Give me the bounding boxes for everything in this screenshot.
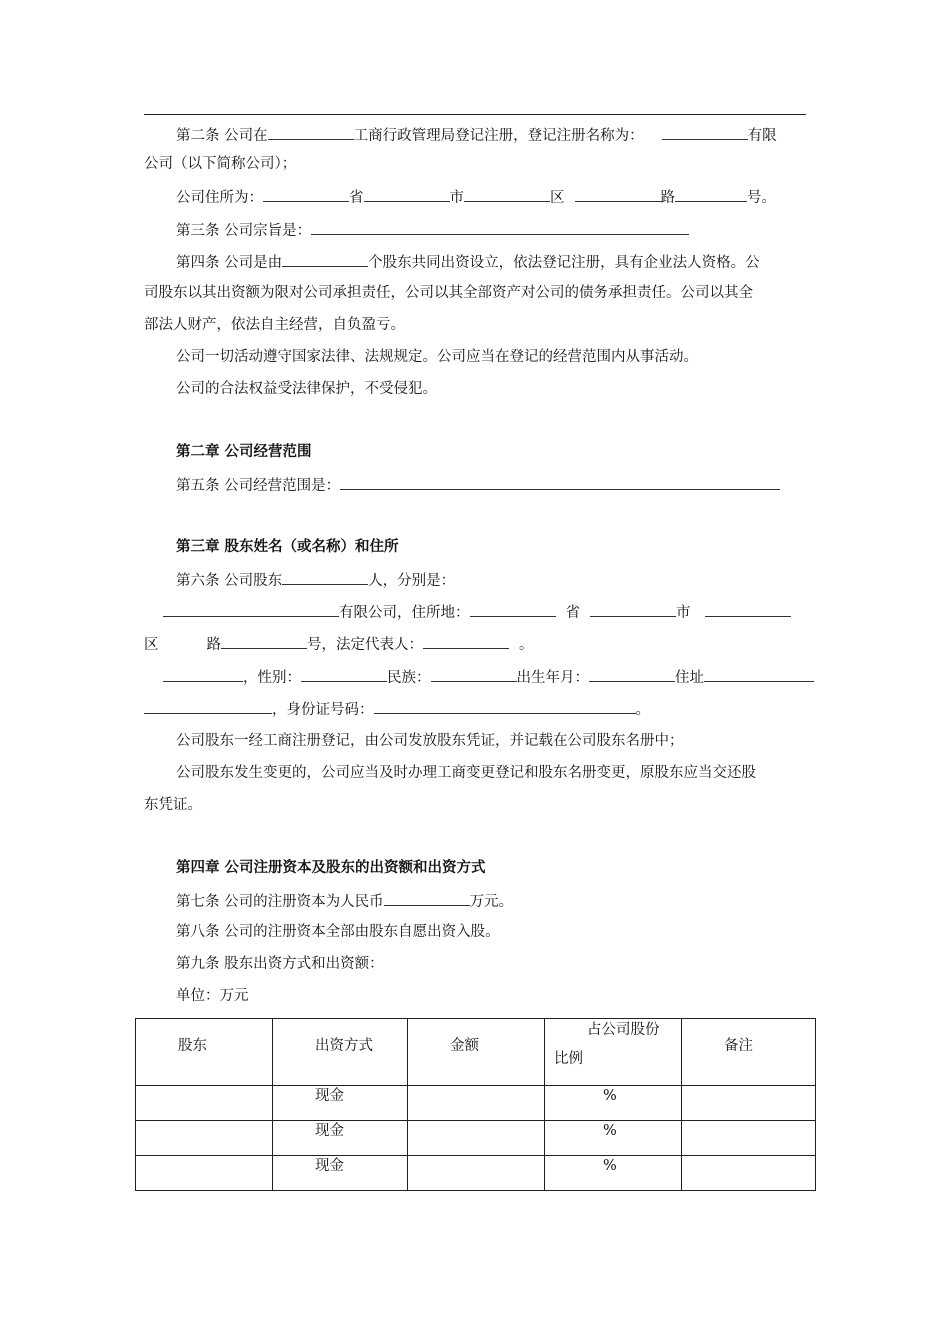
header-cell bbox=[682, 1019, 816, 1086]
table-cell[interactable] bbox=[682, 1121, 816, 1156]
shareholder-person-line bbox=[163, 666, 814, 688]
art4-line2: 司股东以其出资额为限对公司承担责任，公司以其全部资产对公司的债务承担责任。公司以其全 bbox=[144, 285, 753, 301]
shareholder-company-line bbox=[163, 601, 791, 623]
percent-value: % bbox=[603, 1088, 617, 1104]
table-cell bbox=[545, 1086, 682, 1121]
blank-field[interactable] bbox=[144, 698, 272, 714]
address-label: 公司住所为： bbox=[176, 190, 263, 206]
header-remarks: 备注 bbox=[724, 1038, 753, 1054]
blank-field[interactable] bbox=[311, 219, 689, 235]
art6-line bbox=[176, 569, 455, 591]
header-share-pct-line1: 占公司股份 bbox=[587, 1022, 660, 1038]
blank-field[interactable] bbox=[464, 186, 550, 202]
table-cell bbox=[273, 1156, 408, 1191]
table-cell[interactable] bbox=[136, 1156, 273, 1191]
art6-text-b: 人，分别是： bbox=[368, 573, 456, 589]
art2-line1 bbox=[176, 124, 777, 146]
chapter-4-heading: 第四章 公司注册资本及股东的出资额和出资方式 bbox=[176, 860, 486, 876]
certificate-paragraph-1: 公司股东一经工商注册登记，由公司发放股东凭证，并记载在公司股东名册中； bbox=[176, 733, 684, 749]
art3-line bbox=[176, 219, 689, 241]
table-cell[interactable] bbox=[408, 1086, 545, 1121]
address-line bbox=[176, 186, 776, 208]
table-header-row bbox=[136, 1019, 816, 1086]
blank-field[interactable] bbox=[575, 186, 661, 202]
blank-field[interactable] bbox=[705, 601, 791, 617]
contribution-table bbox=[135, 1018, 816, 1191]
district-label: 区 bbox=[550, 190, 565, 206]
table-cell[interactable] bbox=[408, 1156, 545, 1191]
art2-text-a: 第二条 公司在 bbox=[176, 128, 268, 144]
blank-field[interactable] bbox=[163, 666, 243, 682]
header-cell bbox=[273, 1019, 408, 1086]
art9-line: 第九条 股东出资方式和出资额： bbox=[176, 956, 384, 972]
art5-line bbox=[176, 474, 780, 496]
art5-text: 第五条 公司经营范围是： bbox=[176, 478, 341, 494]
table-cell bbox=[545, 1156, 682, 1191]
province-label: 省 bbox=[349, 190, 364, 206]
address-label: 住址 bbox=[675, 670, 704, 686]
road-label: 路 bbox=[206, 637, 221, 653]
chapter-3-heading: 第三章 股东姓名（或名称）和住所 bbox=[176, 539, 399, 555]
period: 。 bbox=[635, 702, 650, 718]
method-value: 现金 bbox=[315, 1088, 344, 1104]
art4-line3: 部法人财产，依法自主经营，自负盈亏。 bbox=[144, 317, 405, 333]
blank-field[interactable] bbox=[163, 601, 339, 617]
certificate-paragraph-2b: 东凭证。 bbox=[144, 797, 202, 813]
art2-text-c: 有限 bbox=[747, 128, 777, 144]
table-cell[interactable] bbox=[682, 1156, 816, 1191]
art2-text-b: 工商行政管理局登记注册，登记注册名称为： bbox=[353, 128, 644, 144]
percent-value: % bbox=[603, 1158, 617, 1174]
blank-field[interactable] bbox=[589, 666, 675, 682]
certificate-paragraph-2a: 公司股东发生变更的，公司应当及时办理工商变更登记和股东名册变更，原股东应当交还股 bbox=[176, 765, 756, 781]
birth-label: 出生年月： bbox=[516, 670, 589, 686]
method-value: 现金 bbox=[315, 1123, 344, 1139]
blank-field[interactable] bbox=[374, 698, 636, 714]
header-cell bbox=[408, 1019, 545, 1086]
header-cell bbox=[136, 1019, 273, 1086]
table-row bbox=[136, 1121, 816, 1156]
art7-text-b: 万元。 bbox=[469, 894, 514, 910]
art4-line1 bbox=[176, 251, 760, 273]
law-paragraph: 公司一切活动遵守国家法律、法规规定。公司应当在登记的经营范围内从事活动。 bbox=[176, 349, 698, 365]
number-label: 号。 bbox=[747, 190, 776, 206]
art7-line bbox=[176, 890, 513, 912]
period: 。 bbox=[519, 637, 534, 653]
blank-field[interactable] bbox=[364, 186, 450, 202]
percent-value: % bbox=[603, 1123, 617, 1139]
blank-field[interactable] bbox=[431, 666, 517, 682]
city-label: 市 bbox=[676, 605, 691, 621]
id-label: ，身份证号码： bbox=[272, 702, 374, 718]
header-rule bbox=[144, 114, 806, 115]
art3-text: 第三条 公司宗旨是： bbox=[176, 223, 312, 239]
table-cell bbox=[273, 1121, 408, 1156]
blank-field[interactable] bbox=[282, 569, 368, 585]
blank-field[interactable] bbox=[340, 474, 780, 490]
blank-field[interactable] bbox=[282, 251, 368, 267]
unit-label: 单位：万元 bbox=[176, 988, 249, 1004]
blank-field[interactable] bbox=[662, 124, 748, 140]
method-value: 现金 bbox=[315, 1158, 344, 1174]
legal-rep-label: 号，法定代表人： bbox=[307, 637, 423, 653]
blank-field[interactable] bbox=[301, 666, 387, 682]
city-label: 市 bbox=[449, 190, 464, 206]
blank-field[interactable] bbox=[221, 633, 307, 649]
art8-line: 第八条 公司的注册资本全部由股东自愿出资入股。 bbox=[176, 924, 500, 940]
art4-text-a: 第四条 公司是由 bbox=[176, 255, 283, 271]
art2-line2: 公司（以下简称公司）； bbox=[144, 156, 297, 172]
table-cell[interactable] bbox=[408, 1121, 545, 1156]
ethnicity-label: 民族： bbox=[387, 670, 431, 686]
header-share-pct-line2: 比例 bbox=[554, 1051, 583, 1067]
chapter-2-heading: 第二章 公司经营范围 bbox=[176, 444, 312, 460]
table-cell[interactable] bbox=[136, 1086, 273, 1121]
art6-text-a: 第六条 公司股东 bbox=[176, 573, 283, 589]
header-amount: 金额 bbox=[450, 1038, 479, 1054]
blank-field[interactable] bbox=[263, 186, 349, 202]
road-label: 路 bbox=[660, 190, 675, 206]
art4-text-b: 个股东共同出资设立，依法登记注册，具有企业法人资格。公 bbox=[368, 255, 760, 271]
shareholder-road-line bbox=[144, 633, 534, 655]
art7-text-a: 第七条 公司的注册资本为人民币 bbox=[176, 894, 384, 910]
blank-field[interactable] bbox=[675, 186, 747, 202]
shareholder-id-line bbox=[144, 698, 650, 720]
blank-field[interactable] bbox=[384, 890, 470, 906]
gender-label: ，性别： bbox=[243, 670, 301, 686]
table-row bbox=[136, 1156, 816, 1191]
table-cell[interactable] bbox=[682, 1086, 816, 1121]
header-shareholder: 股东 bbox=[178, 1038, 207, 1054]
table-cell[interactable] bbox=[136, 1121, 273, 1156]
blank-field[interactable] bbox=[268, 124, 354, 140]
header-cell bbox=[545, 1019, 682, 1086]
table-row bbox=[136, 1086, 816, 1121]
table-cell bbox=[545, 1121, 682, 1156]
blank-field[interactable] bbox=[423, 633, 509, 649]
province-label: 省 bbox=[565, 605, 580, 621]
shareholder-company-label: 有限公司，住所地： bbox=[339, 605, 470, 621]
blank-field[interactable] bbox=[704, 666, 814, 682]
district-label: 区 bbox=[144, 637, 159, 653]
rights-paragraph: 公司的合法权益受法律保护，不受侵犯。 bbox=[176, 381, 437, 397]
table-cell bbox=[273, 1086, 408, 1121]
blank-field[interactable] bbox=[590, 601, 676, 617]
blank-field[interactable] bbox=[470, 601, 556, 617]
header-method: 出资方式 bbox=[315, 1038, 373, 1054]
